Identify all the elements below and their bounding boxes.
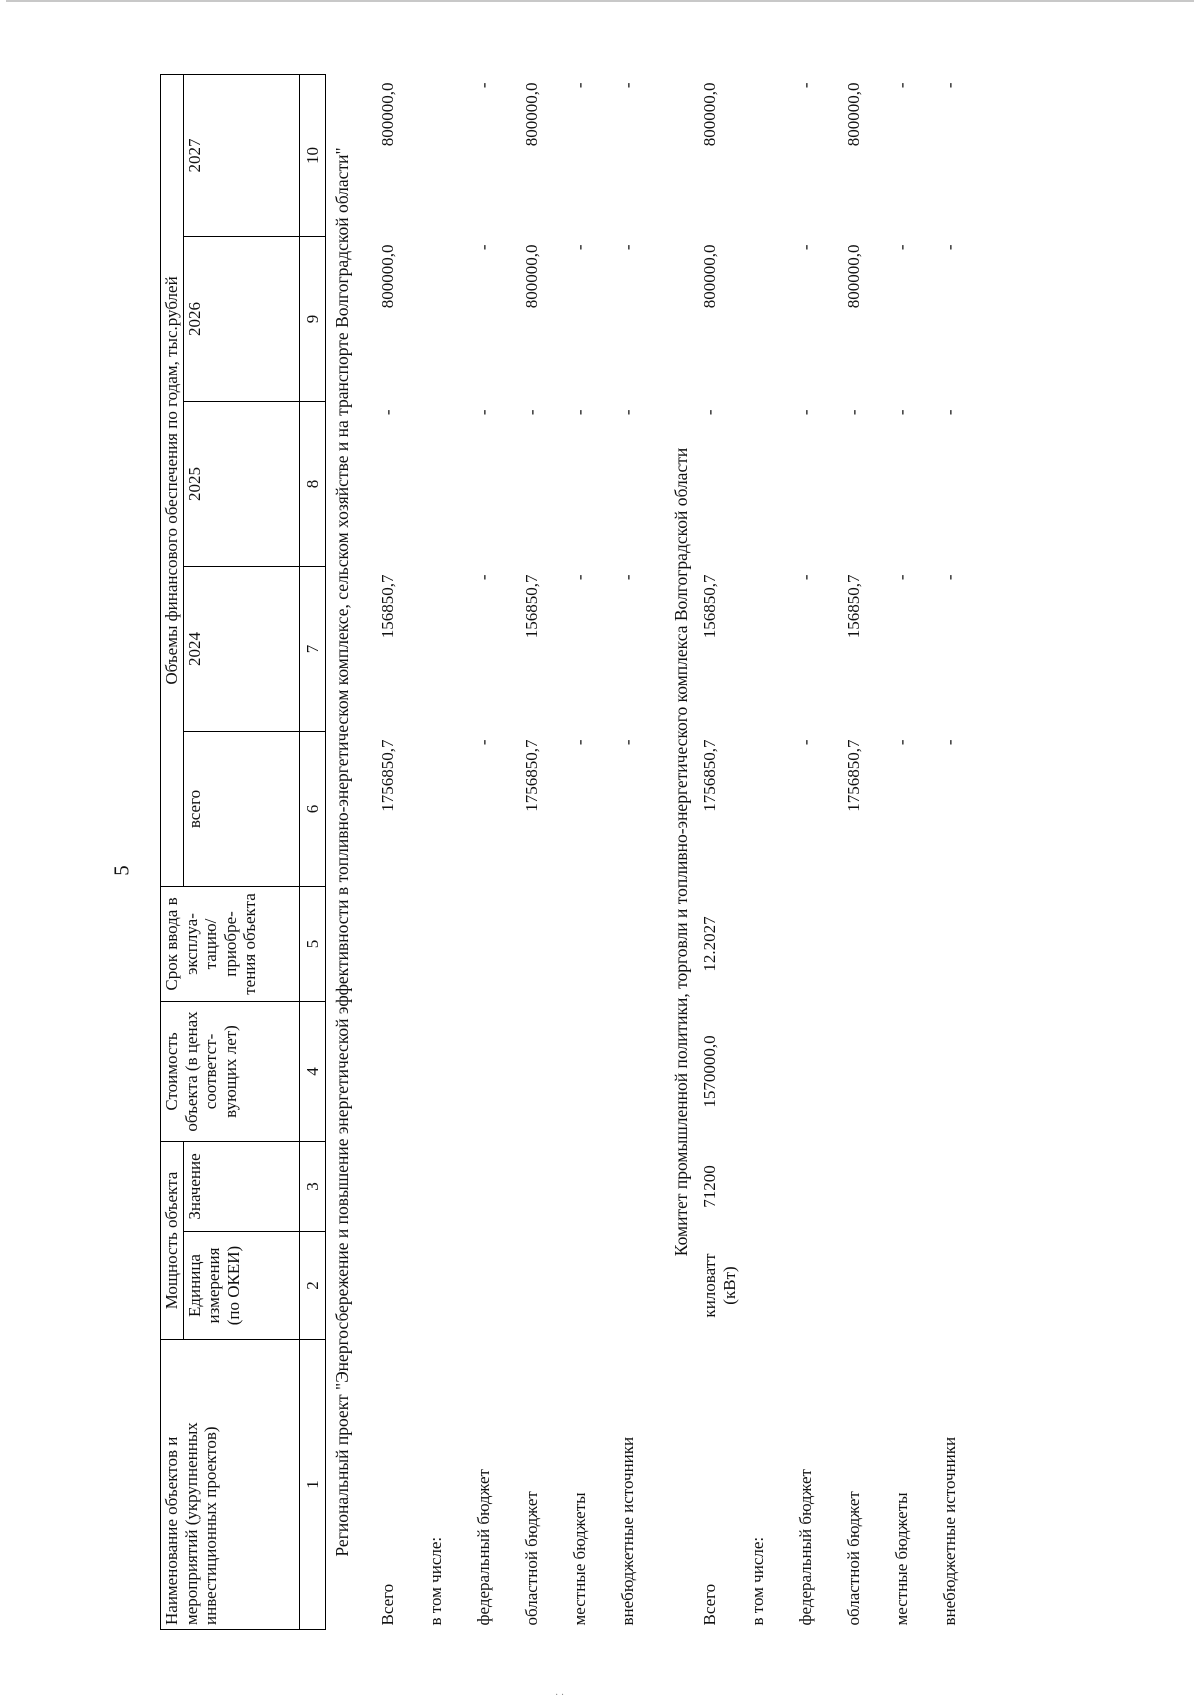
cell-2026: - <box>474 244 494 251</box>
header-total: всего <box>183 732 299 887</box>
section-title-regional-project: Региональный проект "Энергосбережение и повышение энергетической эффективности в топливно-энергетическом комплексе, сельском хозяйстве и на транспорте Волгоградской области" <box>332 147 353 1557</box>
cell-2025: - <box>570 409 590 416</box>
cell-2027: 800000,0 <box>844 82 864 147</box>
cell-2026: - <box>570 244 590 251</box>
cell-2027: 800000,0 <box>522 82 542 147</box>
row-name: Всего <box>700 1583 720 1626</box>
cell-unit: киловатт (кВт) <box>700 1253 739 1318</box>
row-name: внебюджетные источники <box>618 1436 638 1626</box>
cell-2025: - <box>892 409 912 416</box>
cell-2027: - <box>892 82 912 89</box>
cell-total: 1756850,7 <box>844 739 864 812</box>
header-capacity-unit: Единица измерения (по ОКЕИ) <box>183 1232 299 1340</box>
funding-table <box>160 74 987 1630</box>
header-object-name: Наименование объектов и мероприятий (укрупненных инвестиционных проектов) <box>161 1340 300 1630</box>
row-name: областной бюджет <box>844 1491 864 1626</box>
cell-2024: 156850,7 <box>522 574 542 639</box>
table-row <box>569 74 617 1629</box>
table-row <box>425 74 473 1629</box>
cell-2025: - <box>796 409 816 416</box>
column-number: 2 <box>299 1232 326 1340</box>
table-row <box>473 74 521 1629</box>
cell-total: - <box>618 739 638 746</box>
cell-2026: 800000,0 <box>522 244 542 309</box>
table-row <box>843 74 891 1629</box>
cell-value: 71200 <box>700 1165 720 1208</box>
header-year-2025: 2025 <box>183 402 299 567</box>
cell-2026: - <box>892 244 912 251</box>
row-name: местные бюджеты <box>570 1492 590 1626</box>
column-number: 7 <box>299 567 326 732</box>
scan-specks: · · <box>555 1690 565 1701</box>
page-top-edge <box>6 0 1194 2</box>
header-year-2026: 2026 <box>183 237 299 402</box>
cell-2024: - <box>796 574 816 581</box>
cell-2024: 156850,7 <box>700 574 720 639</box>
cell-2025: - <box>618 409 638 416</box>
cell-cost <box>360 1002 425 1142</box>
row-name: федеральный бюджет <box>474 1469 494 1626</box>
header-capacity: Мощность объекта <box>161 1142 184 1340</box>
cell-total: - <box>570 739 590 746</box>
table-row <box>795 74 843 1629</box>
cell-2025: - <box>940 409 960 416</box>
cell-total: - <box>892 739 912 746</box>
cell-2027: - <box>570 82 590 89</box>
row-name: местные бюджеты <box>892 1492 912 1626</box>
cell-value <box>360 1142 425 1232</box>
table-row <box>891 74 939 1629</box>
cell-2026: - <box>618 244 638 251</box>
cell-2024: - <box>892 574 912 581</box>
section-title-committee: Комитет промышленной политики, торговли и топливно-энергетического комплекса Волгоградской области <box>671 447 692 1257</box>
cell-2024: 156850,7 <box>844 574 864 639</box>
cell-total: - <box>474 739 494 746</box>
cell-total: 1756850,7 <box>522 739 542 812</box>
cell-total: 1756850,7 <box>378 739 398 812</box>
header-commission-date: Срок ввода в эксплуа-тацию/ приобре-тения объекта <box>161 887 300 1002</box>
cell-2027: - <box>474 82 494 89</box>
header-capacity-value: Значение <box>183 1142 299 1232</box>
cell-2025: - <box>522 409 542 416</box>
cell-total: 1756850,7 <box>700 739 720 812</box>
cell-term <box>360 887 425 1002</box>
table-row <box>521 74 569 1629</box>
cell-2026: 800000,0 <box>378 244 398 309</box>
cell-2026: 800000,0 <box>844 244 864 309</box>
column-number: 6 <box>299 732 326 887</box>
table-row <box>617 74 665 1629</box>
cell-2024: 156850,7 <box>378 574 398 639</box>
cell-2024: - <box>618 574 638 581</box>
cell-2025: - <box>378 409 398 416</box>
page-number: 5 <box>109 865 134 876</box>
cell-2025: - <box>700 409 720 416</box>
cell-2025: - <box>474 409 494 416</box>
cell-total: - <box>940 739 960 746</box>
cell-2026: 800000,0 <box>700 244 720 309</box>
cell-2026: - <box>796 244 816 251</box>
table-row <box>699 74 747 1629</box>
header-year-2024: 2024 <box>183 567 299 732</box>
cell-2027: 800000,0 <box>700 82 720 147</box>
cell-2027: - <box>618 82 638 89</box>
header-year-2027: 2027 <box>183 74 299 236</box>
row-name: федеральный бюджет <box>796 1469 816 1626</box>
header-cost: Стоимость объекта (в ценах соответст-вующих лет) <box>161 1002 300 1142</box>
rotated-table-sheet <box>160 75 1110 1630</box>
cell-cost: 1570000,0 <box>700 1035 720 1108</box>
row-name: в том числе: <box>426 1536 446 1626</box>
cell-2027: - <box>940 82 960 89</box>
column-number: 1 <box>299 1340 326 1630</box>
table-row <box>360 74 425 1629</box>
table-row <box>939 74 987 1629</box>
column-number: 5 <box>299 887 326 1002</box>
cell-2024: - <box>570 574 590 581</box>
table-row <box>747 74 795 1629</box>
row-name: Всего <box>378 1583 398 1626</box>
row-name: в том числе: <box>748 1536 768 1626</box>
column-number: 4 <box>299 1002 326 1142</box>
cell-2024: - <box>940 574 960 581</box>
row-name: областной бюджет <box>522 1491 542 1626</box>
cell-2025: - <box>844 409 864 416</box>
cell-total: - <box>796 739 816 746</box>
column-number: 8 <box>299 402 326 567</box>
cell-unit <box>360 1232 425 1340</box>
cell-2027: - <box>796 82 816 89</box>
column-number: 10 <box>299 74 326 236</box>
cell-2024: - <box>474 574 494 581</box>
header-funding: Объемы финансового обеспечения по годам, тыс.рублей <box>161 74 184 886</box>
cell-2026: - <box>940 244 960 251</box>
column-number: 9 <box>299 237 326 402</box>
cell-term: 12.2027 <box>700 916 720 972</box>
column-number: 3 <box>299 1142 326 1232</box>
row-name: внебюджетные источники <box>940 1436 960 1626</box>
cell-2027: 800000,0 <box>378 82 398 147</box>
